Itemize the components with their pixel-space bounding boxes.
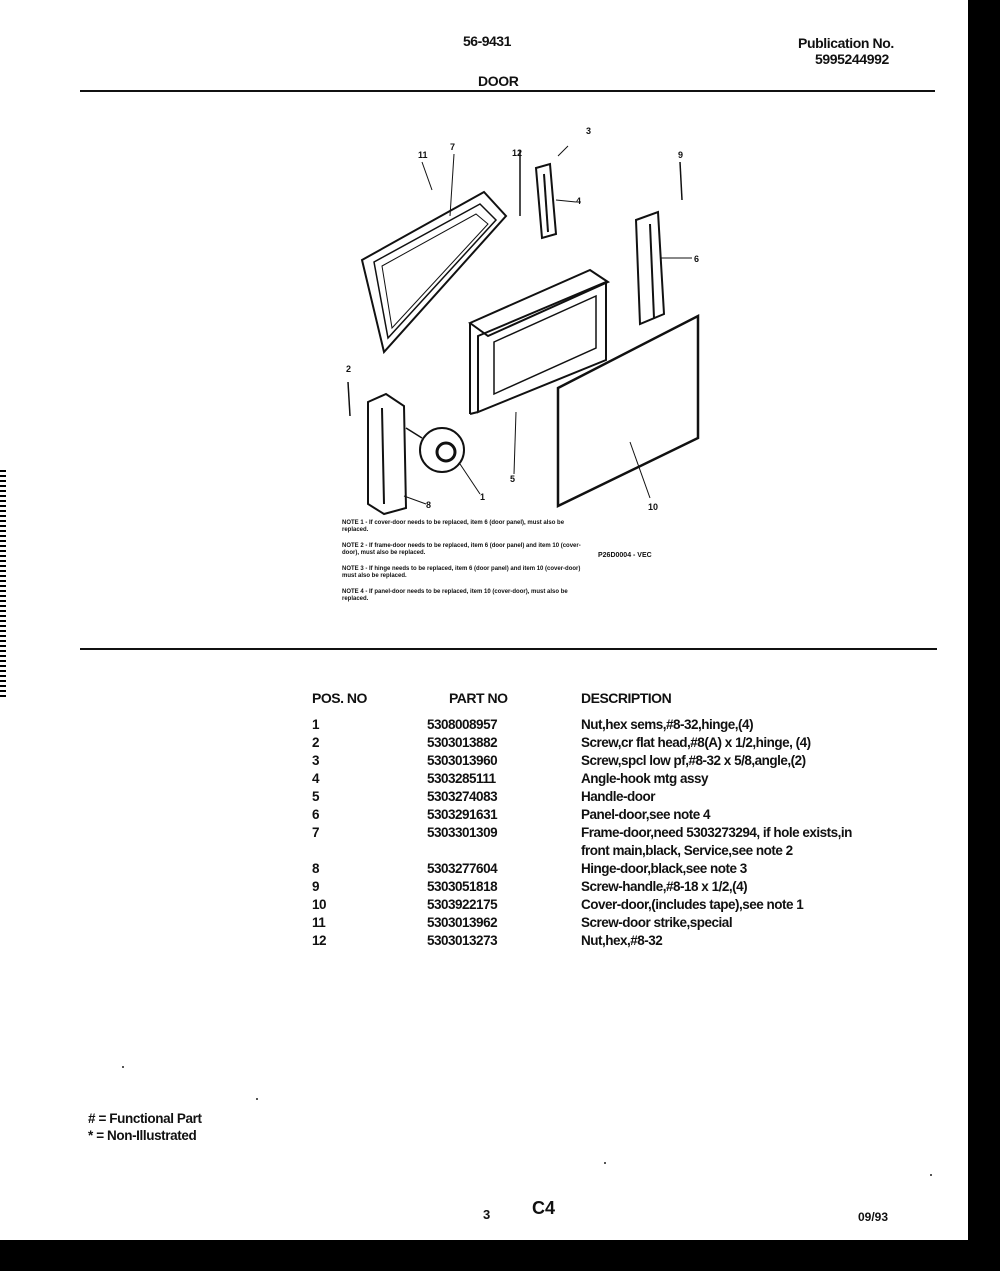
scan-speck [122,1066,124,1068]
part-number-cell: 5303277604 [427,861,498,876]
table-row [312,788,871,806]
part-number-cell: 5303013960 [427,753,498,768]
header-part-no: PART NO [449,690,508,706]
model-number: 56-9431 [463,33,511,49]
handle-door-part [470,270,608,336]
exploded-door-diagram [320,120,740,520]
note-2: NOTE 2 - If frame-door needs to be replaced, item 6 (door panel) and item 10 (cover-door), must also be replaced. [342,543,581,556]
callout-8: 8 [426,500,432,510]
part-number-cell: 5303274083 [427,789,498,804]
table-row [312,752,871,770]
header-description: DESCRIPTION [581,690,672,706]
description-cell: Hinge-door,black,see note 3 [581,861,747,876]
part-number-cell: 5303922175 [427,897,498,912]
description-cell: Screw,spcl low pf,#8-32 x 5/8,angle,(2) [581,753,806,768]
pos-cell: 5 [312,789,320,804]
description-cell: Nut,hex sems,#8-32,hinge,(4) [581,717,754,732]
scan-speck [930,1174,932,1176]
description-cell: Angle-hook mtg assy [581,771,709,786]
callout-10: 10 [648,502,659,512]
note-1: NOTE 1 - If cover-door needs to be replaced, item 6 (door panel), must also be replaced. [342,520,565,533]
nut-detail-callout [420,428,464,472]
scan-edge-strip [0,470,6,700]
pos-cell: 1 [312,717,320,732]
pos-cell: 9 [312,879,320,894]
table-row [312,860,871,878]
description-cell: Cover-door,(includes tape),see note 1 [581,897,804,912]
table-row [312,734,871,752]
table-header-row [312,690,871,716]
legend-non-illustrated: * = Non-Illustrated [88,1128,197,1143]
table-row [312,914,871,932]
page-number: 3 [483,1207,491,1222]
part-number-cell: 5303013273 [427,933,498,948]
part-number-cell: 5303285111 [427,771,496,786]
table-row [312,896,871,914]
table-row [312,824,871,860]
diagram-divider [80,648,937,650]
pos-cell: 3 [312,753,320,768]
pos-cell: 4 [312,771,320,786]
publication-label: Publication No. [798,35,894,51]
callout-3: 3 [586,126,592,136]
table-row [312,770,871,788]
diagram-notes [342,520,592,612]
note-4: NOTE 4 - If panel-door needs to be replaced, item 10 (cover-door), must also be replaced. [342,589,568,602]
part-number-cell: 5303013882 [427,735,498,750]
description-cell: Panel-door,see note 4 [581,807,711,822]
callout-11: 11 [418,150,428,160]
publication-block [798,35,894,67]
part-number-cell: 5303013962 [427,915,498,930]
header-pos-no: POS. NO [312,690,367,706]
publication-number: 5995244992 [815,51,889,67]
description-cell: Handle-door [581,789,655,804]
callout-9: 9 [678,150,684,160]
page-code: C4 [532,1198,556,1218]
pos-cell: 2 [312,735,320,750]
pos-cell: 8 [312,861,320,876]
description-cell: Frame-door,need 5303273294, if hole exists,in front main,black, Service,see note 2 [581,825,852,858]
section-title: DOOR [478,73,519,89]
part-number-cell: 5308008957 [427,717,498,732]
part-number-cell: 5303051818 [427,879,498,894]
scan-speck [604,1162,606,1164]
description-cell: Screw,cr flat head,#8(A) x 1/2,hinge, (4) [581,735,811,750]
description-cell: Nut,hex,#8-32 [581,933,663,948]
part-number-cell: 5303301309 [427,825,498,840]
parts-table [312,690,871,950]
callout-1: 1 [480,492,486,502]
note-3: NOTE 3 - If hinge needs to be replaced, item 6 (door panel) and item 10 (cover-door) must also be replaced. [342,566,581,579]
pos-cell: 6 [312,807,320,822]
frame-door-part [362,192,506,352]
table-row [312,932,871,950]
pos-cell: 12 [312,933,327,948]
header-divider [80,90,935,92]
callout-12: 12 [512,148,523,158]
pos-cell: 7 [312,825,320,840]
table-row [312,878,871,896]
callout-6: 6 [694,254,700,264]
table-row [312,806,871,824]
parts-table-body [312,716,871,950]
cover-door-part [558,316,698,506]
scan-speck [256,1098,258,1100]
pos-cell: 11 [312,915,326,930]
description-cell: Screw-door strike,special [581,915,733,930]
description-cell: Screw-handle,#8-18 x 1/2,(4) [581,879,748,894]
callout-4: 4 [576,196,582,206]
callout-7: 7 [450,142,456,152]
figure-code: P26D0004 - VEC [598,552,652,559]
callout-2: 2 [346,364,352,374]
pos-cell: 10 [312,897,327,912]
legend-functional: # = Functional Part [88,1111,202,1126]
revision-date: 09/93 [858,1210,889,1224]
table-row [312,716,871,734]
callout-5: 5 [510,474,516,484]
legend [88,1110,202,1144]
hinge-door-part [368,394,406,514]
part-number-cell: 5303291631 [427,807,498,822]
